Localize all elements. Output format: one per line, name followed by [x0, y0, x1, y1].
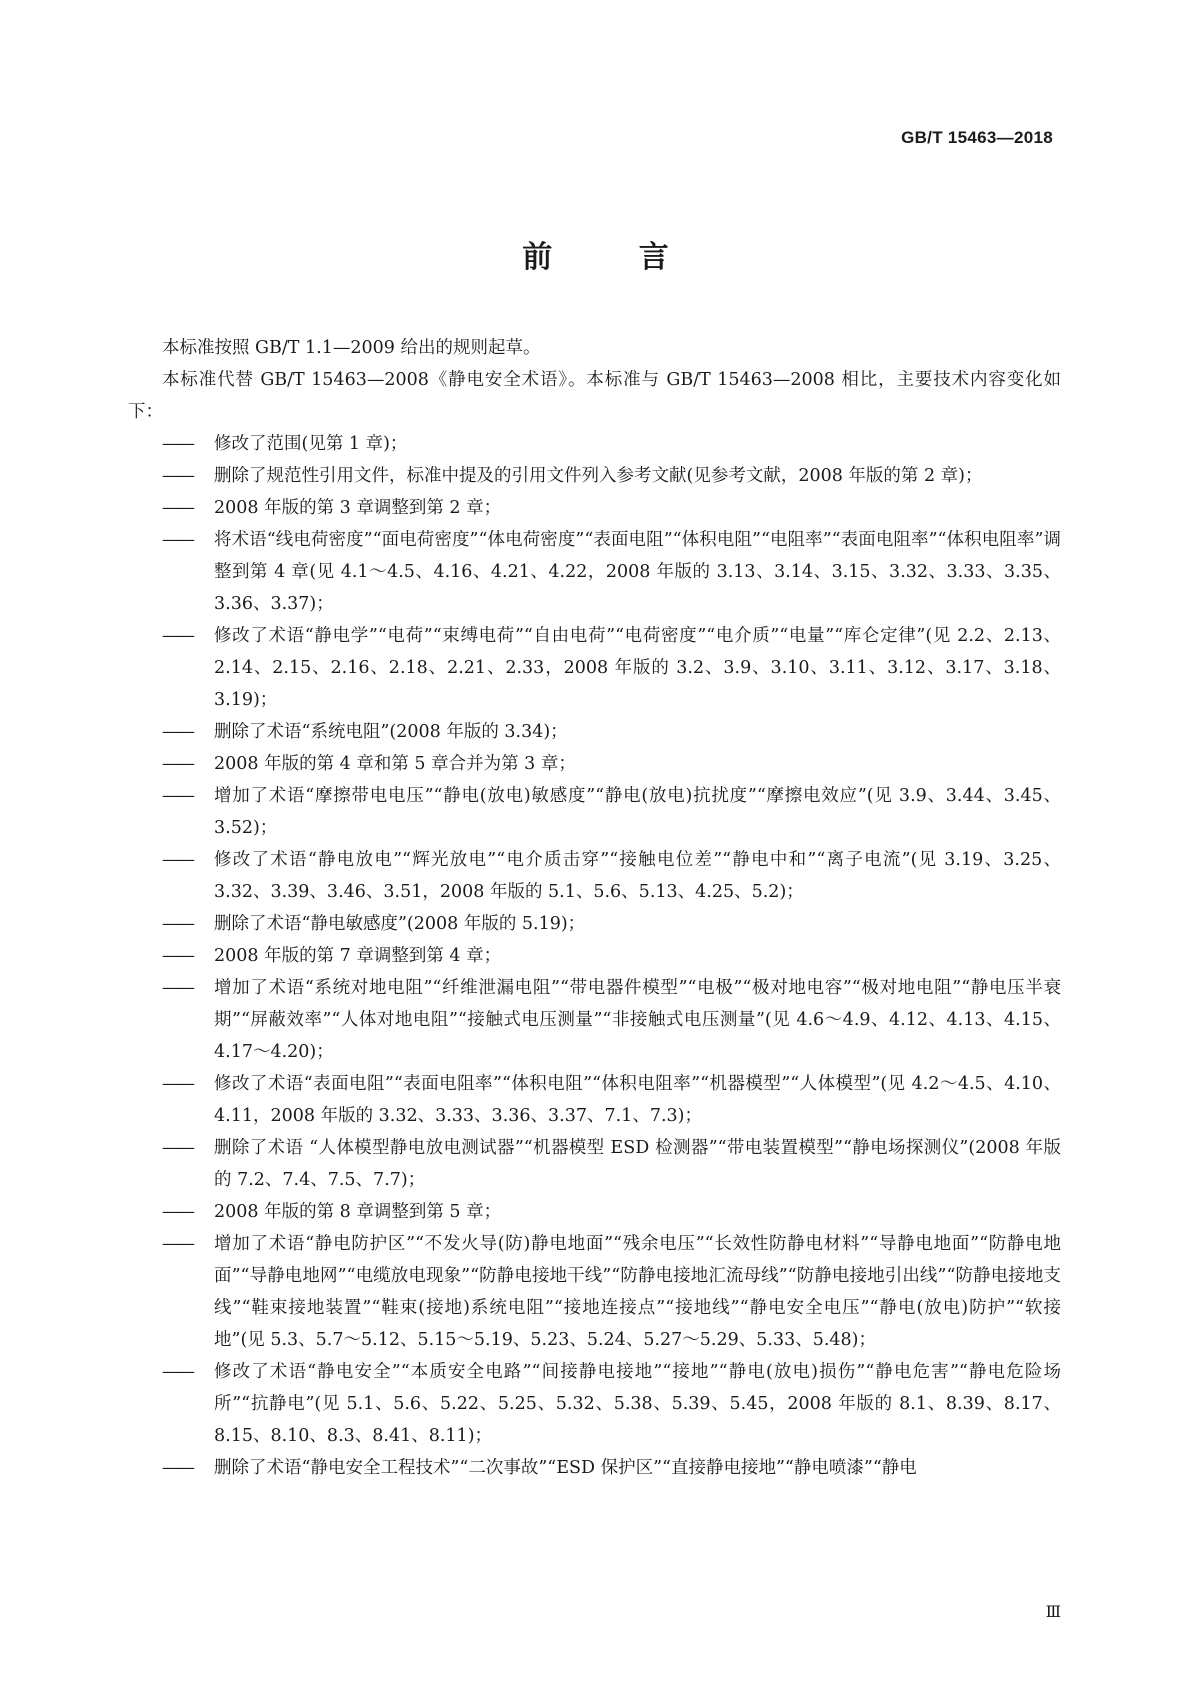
list-item-text: 增加了术语“静电防护区”“不发火导(防)静电地面”“残余电压”“长效性防静电材料”“导静电地面”“防静电地面”“导静电地网”“电缆放电现象”“防静电接地干线”“防静电接地汇流母线”“防静电接地引出线”“防静电接地支线”“鞋束接地装置”“鞋束(接地)系统电阻”“接地连接点”“接地线”“静电安全电压”“静电(放电)防护”“软接地”(见 5.3、5.7～5.12、5.15～5.19、5.23、5.24、5.27～5.29、5.33、5.48)；: [214, 1234, 1061, 1350]
list-dash: ——: [162, 786, 193, 806]
list-dash: ——: [162, 530, 193, 550]
paragraph: 本标准代替 GB/T 15463—2008《静电安全术语》。本标准与 GB/T 15463—2008 相比，主要技术内容变化如下：: [128, 370, 1061, 422]
list-item: [128, 492, 1061, 524]
list-dash: ——: [162, 946, 193, 966]
list-item-text: 修改了术语“静电放电”“辉光放电”“电介质击穿”“接触电位差”“静电中和”“离子电流”(见 3.19、3.25、3.32、3.39、3.46、3.51，2008 年版的 5.1、5.6、5.13、4.25、5.2)；: [214, 850, 1061, 902]
list-dash: ——: [162, 466, 193, 486]
document-body: [128, 332, 1061, 1484]
list-dash: ——: [162, 754, 193, 774]
list-dash: ——: [162, 1458, 193, 1478]
list-item: [128, 1132, 1061, 1196]
list-item: [128, 940, 1061, 972]
list-item: [128, 780, 1061, 844]
list-dash: ——: [162, 498, 193, 518]
list-item-text: 增加了术语“系统对地电阻”“纤维泄漏电阻”“带电器件模型”“电极”“极对地电容”“极对地电阻”“静电压半衰期”“屏蔽效率”“人体对地电阻”“接触式电压测量”“非接触式电压测量”(见 4.6～4.9、4.12、4.13、4.15、4.17～4.20)；: [214, 978, 1061, 1062]
list-item-text: 删除了规范性引用文件，标准中提及的引用文件列入参考文献(见参考文献，2008 年版的第 2 章)；: [214, 466, 983, 486]
list-item: [128, 524, 1061, 620]
list-dash: ——: [162, 1138, 193, 1158]
list-item-text: 删除了术语“系统电阻”(2008 年版的 3.34)；: [214, 722, 568, 742]
list-item-text: 删除了术语“静电敏感度”(2008 年版的 5.19)；: [214, 914, 586, 934]
list-item-text: 将术语“线电荷密度”“面电荷密度”“体电荷密度”“表面电阻”“体积电阻”“电阻率”“表面电阻率”“体积电阻率”调整到第 4 章(见 4.1～4.5、4.16、4.21、4.22，2008 年版的 3.13、3.14、3.15、3.32、3.33、3.35、3.36、3.37)；: [214, 530, 1061, 614]
list-item-text: 修改了术语“表面电阻”“表面电阻率”“体积电阻”“体积电阻率”“机器模型”“人体模型”(见 4.2～4.5、4.10、4.11，2008 年版的 3.32、3.33、3.36、3.37、7.1、7.3)；: [214, 1074, 1061, 1126]
page-title: 前 言: [522, 240, 707, 275]
list-item: [128, 716, 1061, 748]
list-item: [128, 620, 1061, 716]
list-item-text: 删除了术语“静电安全工程技术”“二次事故”“ESD 保护区”“直接静电接地”“静电喷漆”“静电: [214, 1458, 917, 1478]
list-item-text: 修改了术语“静电学”“电荷”“束缚电荷”“自由电荷”“电荷密度”“电介质”“电量”“库仑定律”(见 2.2、2.13、2.14、2.15、2.16、2.18、2.21、2.33，2008 年版的 3.2、3.9、3.10、3.11、3.12、3.17、3.18、3.19)；: [214, 626, 1061, 710]
list-item-text: 修改了范围(见第 1 章)；: [214, 434, 408, 454]
list-item-text: 2008 年版的第 4 章和第 5 章合并为第 3 章；: [214, 754, 576, 774]
list-item-text: 2008 年版的第 3 章调整到第 2 章；: [214, 498, 502, 518]
page-number: Ⅲ: [1045, 1602, 1061, 1621]
list-dash: ——: [162, 850, 193, 870]
list-item: [128, 1452, 1061, 1484]
list-item: [128, 748, 1061, 780]
standard-code: GB/T 15463—2018: [901, 128, 1053, 147]
list-item: [128, 460, 1061, 492]
list-item: [128, 428, 1061, 460]
list-dash: ——: [162, 722, 193, 742]
list-item: [128, 1196, 1061, 1228]
list-item: [128, 844, 1061, 908]
paragraph: 本标准按照 GB/T 1.1—2009 给出的规则起草。: [162, 338, 541, 358]
change-list: [128, 428, 1061, 1484]
list-item-text: 修改了术语“静电安全”“本质安全电路”“间接静电接地”“接地”“静电(放电)损伤”“静电危害”“静电危险场所”“抗静电”(见 5.1、5.6、5.22、5.25、5.32、5.38、5.39、5.45，2008 年版的 8.1、8.39、8.17、8.15、8.10、8.3、8.41、8.11)；: [214, 1362, 1061, 1446]
list-item: [128, 1068, 1061, 1132]
list-item: [128, 1228, 1061, 1356]
list-dash: ——: [162, 1234, 193, 1254]
list-dash: ——: [162, 914, 193, 934]
list-item-text: 2008 年版的第 8 章调整到第 5 章；: [214, 1202, 502, 1222]
list-item: [128, 1356, 1061, 1452]
list-dash: ——: [162, 1362, 193, 1382]
list-dash: ——: [162, 978, 193, 998]
list-dash: ——: [162, 434, 193, 454]
list-item-text: 增加了术语“摩擦带电电压”“静电(放电)敏感度”“静电(放电)抗扰度”“摩擦电效应”(见 3.9、3.44、3.45、3.52)；: [214, 786, 1061, 838]
list-dash: ——: [162, 1074, 193, 1094]
list-item: [128, 908, 1061, 940]
list-item-text: 2008 年版的第 7 章调整到第 4 章；: [214, 946, 502, 966]
list-dash: ——: [162, 1202, 193, 1222]
list-item-text: 删除了术语 “人体模型静电放电测试器”“机器模型 ESD 检测器”“带电装置模型”“静电场探测仪”(2008 年版的 7.2、7.4、7.5、7.7)；: [214, 1138, 1061, 1190]
list-dash: ——: [162, 626, 193, 646]
list-item: [128, 972, 1061, 1068]
